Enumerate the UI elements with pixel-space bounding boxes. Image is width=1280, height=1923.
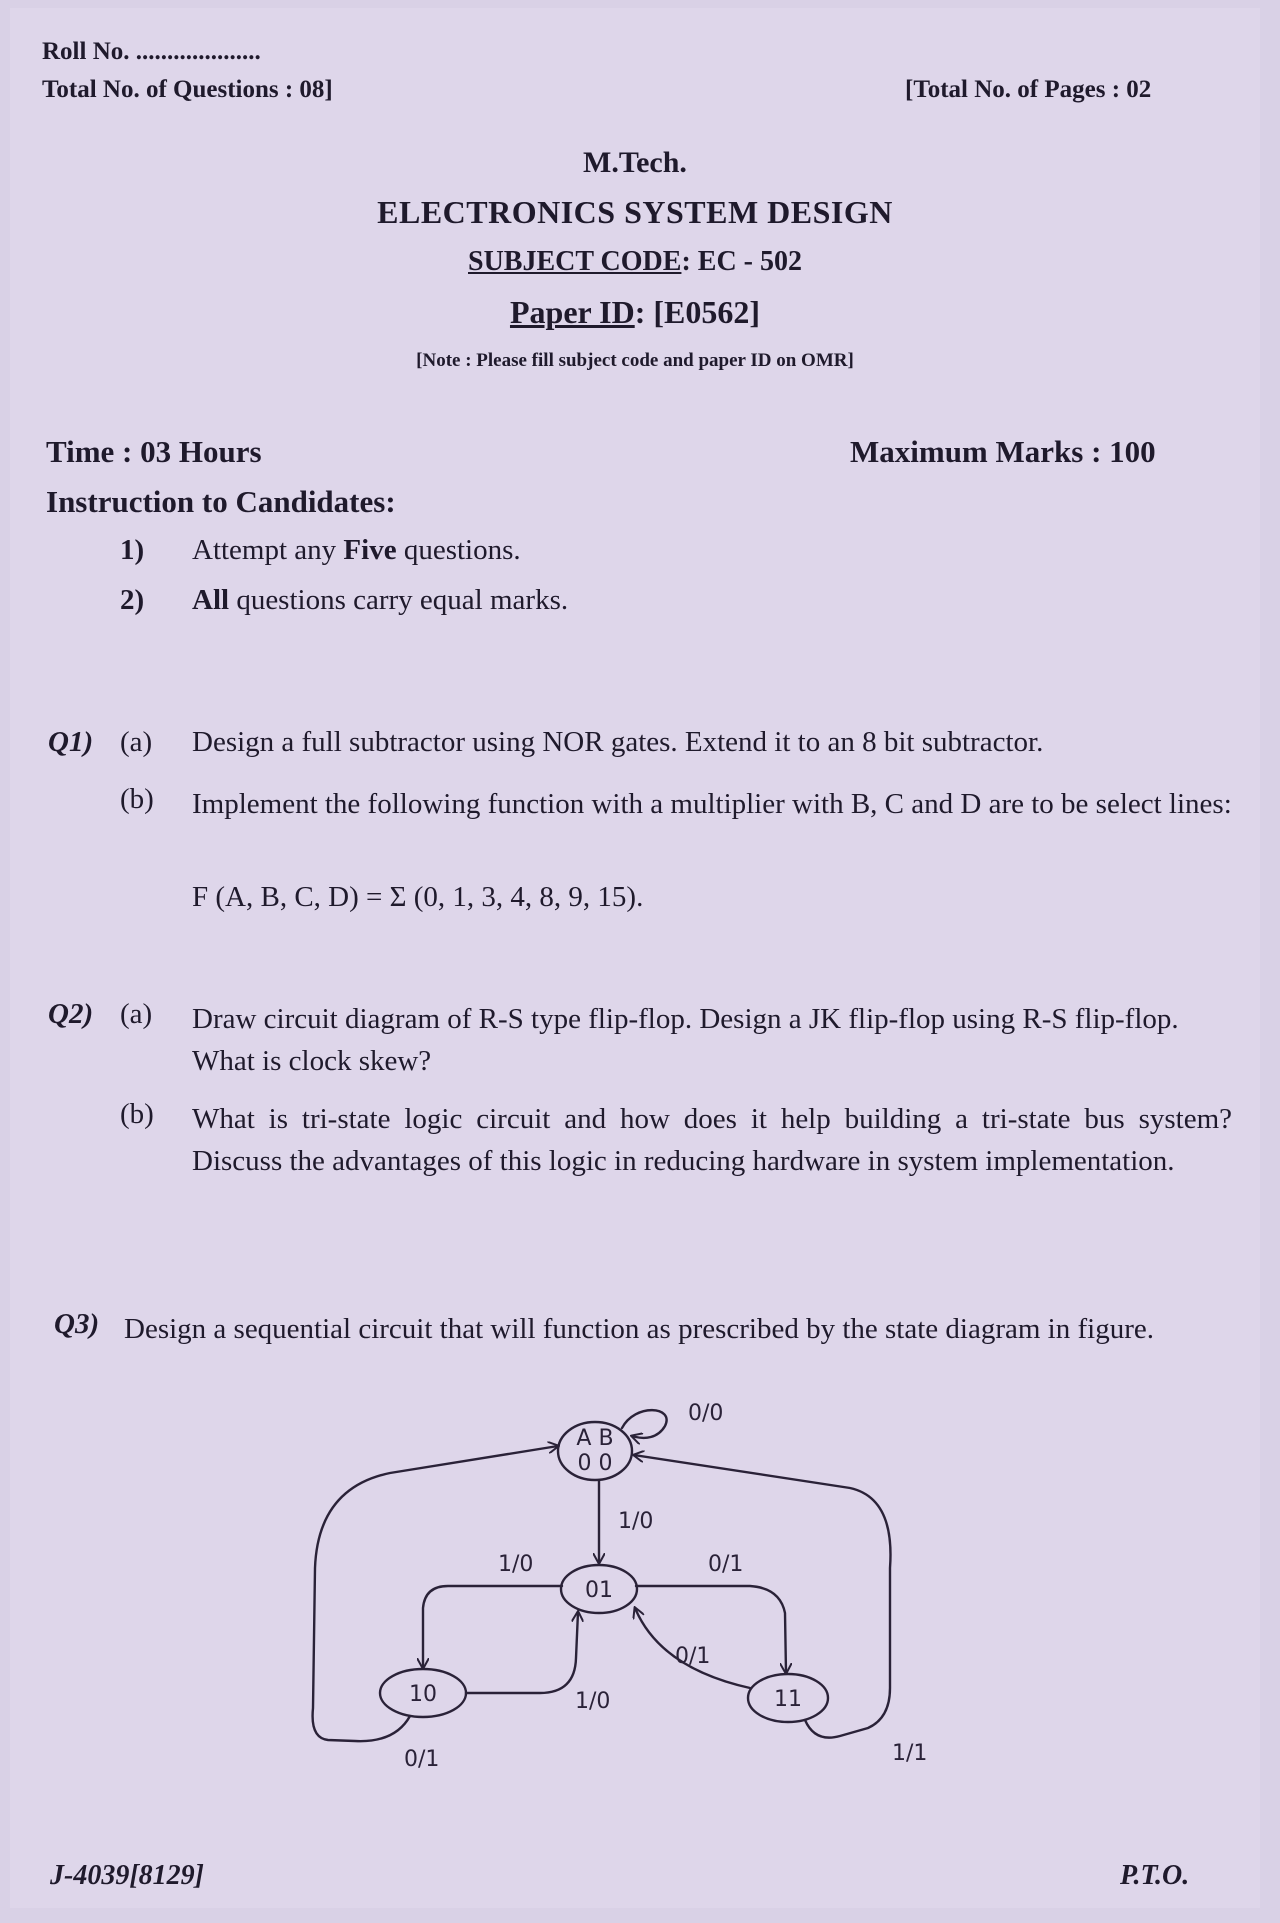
state-diagram — [10, 8, 1260, 1908]
arrow-01-11 — [636, 1586, 786, 1673]
label-01-11: 0/1 — [708, 1552, 744, 1577]
q1a-label: (a) — [120, 726, 153, 758]
q2b-label: (b) — [120, 1098, 154, 1130]
self-loop-00 — [622, 1410, 667, 1438]
label-10-01: 1/0 — [575, 1689, 611, 1714]
instruction-2-num: 2) — [120, 584, 145, 616]
instruction-1: Attempt any Five questions. — [192, 534, 521, 566]
course-title: ELECTRONICS SYSTEM DESIGN — [377, 194, 893, 230]
total-pages: [Total No. of Pages : 02 — [905, 76, 1152, 103]
arrow-01-10 — [423, 1586, 562, 1668]
state-10-label: 10 — [409, 1682, 437, 1707]
state-11-label: 11 — [774, 1687, 802, 1712]
label-00-01: 1/0 — [618, 1509, 654, 1534]
label-11-01: 0/1 — [675, 1644, 711, 1669]
instructions-title: Instruction to Candidates: — [46, 484, 396, 519]
q2-number: Q2) — [48, 998, 94, 1030]
arrow-11-00 — [634, 1455, 891, 1738]
footer-code: J-4039[8129] — [50, 1860, 204, 1891]
q1b-formula: F (A, B, C, D) = Σ (0, 1, 3, 4, 8, 9, 15). — [192, 881, 644, 913]
subject-code-value: : EC - 502 — [681, 246, 802, 277]
q3-text: Design a sequential circuit that will function as prescribed by the state diagram in figure. — [124, 1313, 1154, 1345]
instruction-1-num: 1) — [120, 534, 145, 566]
exam-paper-page — [10, 8, 1260, 1908]
degree-title: M.Tech. — [583, 146, 687, 179]
q2a-text: Draw circuit diagram of R-S type flip-flop. Design a JK flip-flop using R-S flip-flop. What is clock skew? — [192, 1003, 1179, 1077]
state-00-top: A B — [576, 1426, 614, 1451]
max-marks: Maximum Marks : 100 — [850, 434, 1156, 469]
q3-number: Q3) — [54, 1308, 100, 1340]
roll-no: Roll No. .................... — [42, 38, 261, 65]
state-00-bottom: 0 0 — [577, 1451, 613, 1476]
paper-id-label: Paper ID — [509, 294, 635, 330]
instruction-2: All questions carry equal marks. — [192, 584, 569, 616]
arrow-10-01 — [466, 1612, 578, 1693]
q1b-text: Implement the following function with a multiplier with B, C and D are to be select lines: — [192, 788, 1232, 820]
omr-note: [Note : Please fill subject code and paper ID on OMR] — [416, 350, 854, 371]
q2b-text: What is tri-state logic circuit and how does it help building a tri-state bus system? Discuss the advantages of this logic in reducing hardware in system implementation. — [192, 1103, 1232, 1177]
q2a-label: (a) — [120, 998, 153, 1030]
exam-time: Time : 03 Hours — [46, 434, 262, 469]
subject-code-label: SUBJECT CODE — [468, 246, 682, 277]
label-01-10: 1/0 — [498, 1552, 534, 1577]
label-10-00: 0/1 — [404, 1747, 440, 1772]
label-11-00: 1/1 — [892, 1741, 928, 1766]
label-self-00: 0/0 — [688, 1401, 724, 1426]
total-questions: Total No. of Questions : 08] — [42, 76, 333, 103]
paper-id-value: : [E0562] — [634, 294, 761, 330]
state-01-label: 01 — [585, 1578, 613, 1603]
footer-pto: P.T.O. — [1120, 1860, 1190, 1891]
q1a-text: Design a full subtractor using NOR gates. Extend it to an 8 bit subtractor. — [192, 726, 1044, 758]
q1-number: Q1) — [48, 726, 94, 758]
q1b-label: (b) — [120, 783, 154, 815]
